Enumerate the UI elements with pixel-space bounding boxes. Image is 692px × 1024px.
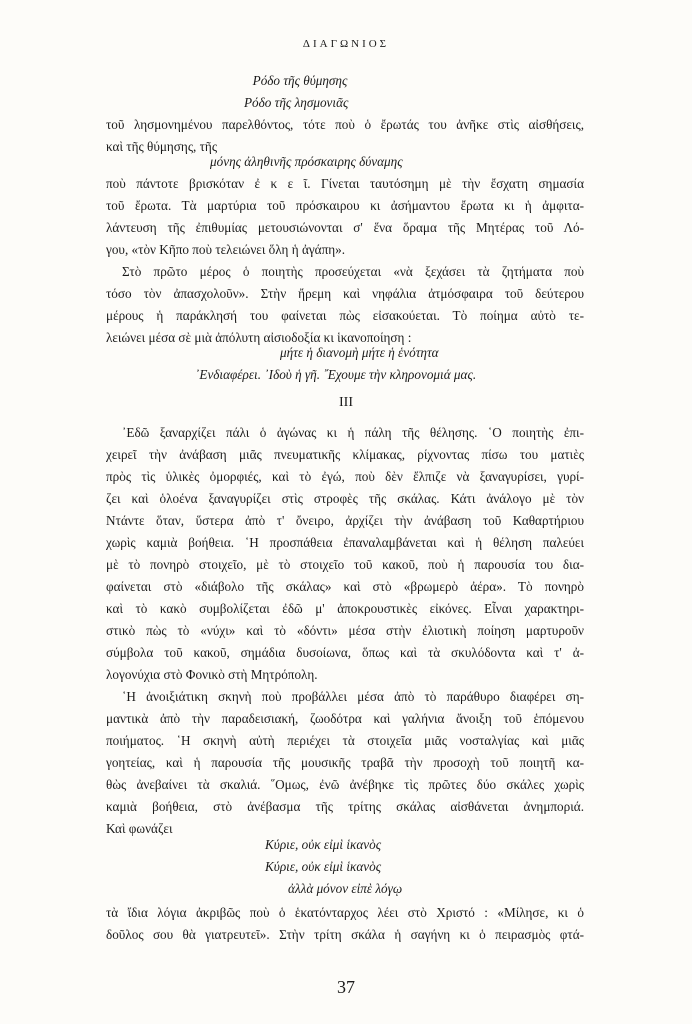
body-line: γοητείας, καὶ ἡ παρουσία τῆς μουσικῆς τραβᾶ τὴν προσοχὴ τοῦ ποιητῆ κα- — [106, 755, 584, 770]
body-line: λάντευση τῆς ἐπιθυμίας μετουσιώνονται σ' ἕνα ὅραμα τῆς Μητέρας τοῦ Λό- — [106, 220, 584, 235]
body-line: τόσο τὸν ἀπασχολοῦν». Στὴν ἤρεμη καὶ νηφάλια ἀτμόσφαιρα τοῦ δεύτερου — [106, 286, 584, 301]
running-header: ΔΙΑΓΩΝΙΟΣ — [302, 38, 390, 50]
body-line: ῾Η ἀνοιξιάτικη σκηνὴ ποὺ προβάλλει μέσα ἀπὸ τὸ παράθυρο διαφέρει ση- — [122, 689, 584, 704]
body-line: τοῦ ἔρωτα. Τὰ μαρτύρια τοῦ πρόσκαιρου κι ἀσήμαντου ἔρωτα κι ἡ ἀμφιτα- — [106, 198, 584, 213]
page-number: 37 — [337, 977, 355, 997]
body-line: καὶ τὸ κακὸ συμβολίζεται ἐδῶ μ' ἀποκρουστικὲς εἰκόνες. Εἶναι χαρακτηρι- — [106, 601, 584, 616]
body-line: μὲ τὸ πονηρὸ στοιχεῖο, μὲ τὸ στοιχεῖο τοῦ κακοῦ, ποὺ ἡ παρουσία του δια- — [106, 557, 584, 572]
body-line: Στὸ πρῶτο μέρος ὁ ποιητὴς προσεύχεται «νὰ ξεχάσει τὰ ζητήματα ποὺ — [122, 264, 584, 279]
body-line: Ντάντε ὅταν, ὕστερα ἀπὸ τ' ὄνειρο, ἀρχίζει τὴν ἀνάβαση τοῦ Καθαρτήριου — [106, 513, 584, 528]
body-line: τὰ ἴδια λόγια ἀκριβῶς ποὺ ὁ ἑκατόνταρχος λέει στὸ Χριστό : «Μίλησε, κι ὁ — [106, 905, 584, 920]
body-line: λογονύχια στὸ Φονικὸ στὴ Μητρόπολη. — [106, 667, 318, 682]
body-line: καὶ τῆς θύμησης, τῆς — [106, 139, 218, 154]
body-line: τοῦ λησμονημένου παρελθόντος, τότε ποὺ ὁ ἔρωτάς του ἀνῆκε στὶς αἰσθήσεις, — [106, 117, 584, 132]
body-line: θὼς ἀνεβαίνει τὰ σκαλιά. ῞Ομως, ἐνῶ ἀνέβηκε τὶς πρῶτες δύο σκάλες χωρὶς — [106, 777, 584, 792]
body-line: ποὺ πάντοτε βρισκόταν ἐ κ ε ῖ. Γίνεται ταυτόσημη μὲ τὴν ἔσχατη σημασία — [106, 176, 584, 191]
body-line: πρὸς τὶς ὑλικὲς ὀμορφιές, καὶ τὸ ἐγώ, ποὺ δὲν ἔλπιζε νὰ ξαναγυρίσει, γυρί- — [106, 469, 584, 484]
poem-line: μόνης ἀληθινῆς πρόσκαιρης δύναμης — [210, 154, 403, 169]
body-line: φαίνεται στὸ «διάβολο τῆς σκάλας» καὶ στὸ «βρωμερὸ ἀέρα». Τὸ πονηρὸ — [106, 579, 584, 594]
body-line: καμιὰ βοήθεια, στὸ ἀνέβασμα τῆς τρίτης σκάλας αἰσθάνεται ἀνημποριά. — [106, 799, 584, 814]
body-line: γου, «τὸν Κῆπο ποὺ τελειώνει ὅλη ἡ ἀγάπη». — [106, 242, 346, 257]
body-line: ᾿Εδῶ ξαναρχίζει πάλι ὁ ἀγώνας κι ἡ πάλη τῆς θέλησης. ῾Ο ποιητὴς ἐπι- — [122, 425, 584, 440]
poem-line: Ρόδο τῆς λησμονιᾶς — [244, 95, 349, 110]
body-line: μέρους ἡ παράκλησή του φαίνεται πὼς εἰσακούεται. Τὸ ποίημα αὐτὸ τε- — [106, 308, 584, 323]
body-line: χειρεῖ τὴν ἀνάβαση μιᾶς πνευματικῆς κλίμακας, ρίχνοντας πίσω του ματιὲς — [106, 447, 584, 462]
poem-line: Ρόδο τῆς θύμησης — [252, 73, 348, 88]
body-line: Καὶ φωνάζει — [106, 821, 173, 836]
body-line: ζει καὶ ὁλοένα ξαναγυρίζει στὶς στροφὲς τῆς σκάλας. Κάτι ἀνάλογο μὲ τὸν — [106, 491, 584, 506]
body-line: δοῦλος σου θὰ γιατρευτεῖ». Στὴν τρίτη σκάλα ἡ σαγήνη κι ὁ πειρασμὸς φτά- — [106, 927, 584, 942]
body-line: ποιήματος. ῾Η σκηνὴ αὐτὴ περιέχει τὰ στοιχεῖα μιᾶς νοσταλγίας καὶ μιᾶς — [106, 733, 584, 748]
body-line: λειώνει μέσα σὲ μιὰ ἀπόλυτη αἰσιοδοξία κι ἱκανοποίηση : — [106, 330, 412, 345]
poem-line: Κύριε, οὐκ εἰμὶ ἱκανὸς — [265, 837, 382, 852]
poem-line: Κύριε, οὐκ εἰμὶ ἱκανὸς — [265, 859, 382, 874]
body-line: χωρὶς καμιὰ βοήθεια. ῾Η προσπάθεια ἐπαναλαμβάνεται καὶ ἡ θέληση παλεύει — [106, 535, 584, 550]
poem-line: μήτε ἡ διανομὴ μήτε ἡ ἑνότητα — [280, 345, 439, 360]
body-line: μαντικὰ ἀπὸ τὴν παραδεισιακή, ζωοδότρα καὶ γαλήνια ἄνοιξη τοῦ ἑπόμενου — [106, 711, 584, 726]
section-heading: III — [339, 395, 353, 410]
poem-line: ἀλλὰ μόνον εἰπὲ λόγῳ — [288, 881, 403, 896]
poem-line: ᾿Ενδιαφέρει. ᾿Ιδοὺ ἡ γῆ. ῎Εχουμε τὴν κληρονομιά μας. — [195, 367, 477, 382]
body-line: σύμβολα τοῦ κακοῦ, σημάδια δυσοίωνα, ὅπως καὶ τὰ σκυλόδοντα καὶ τ' ἀ- — [106, 645, 584, 660]
body-line: στικὸ πὼς τὸ «νύχι» καὶ τὸ «δόντι» μέσα στὴν ἐλιοτικὴ ποίηση μαρτυροῦν — [106, 623, 584, 638]
